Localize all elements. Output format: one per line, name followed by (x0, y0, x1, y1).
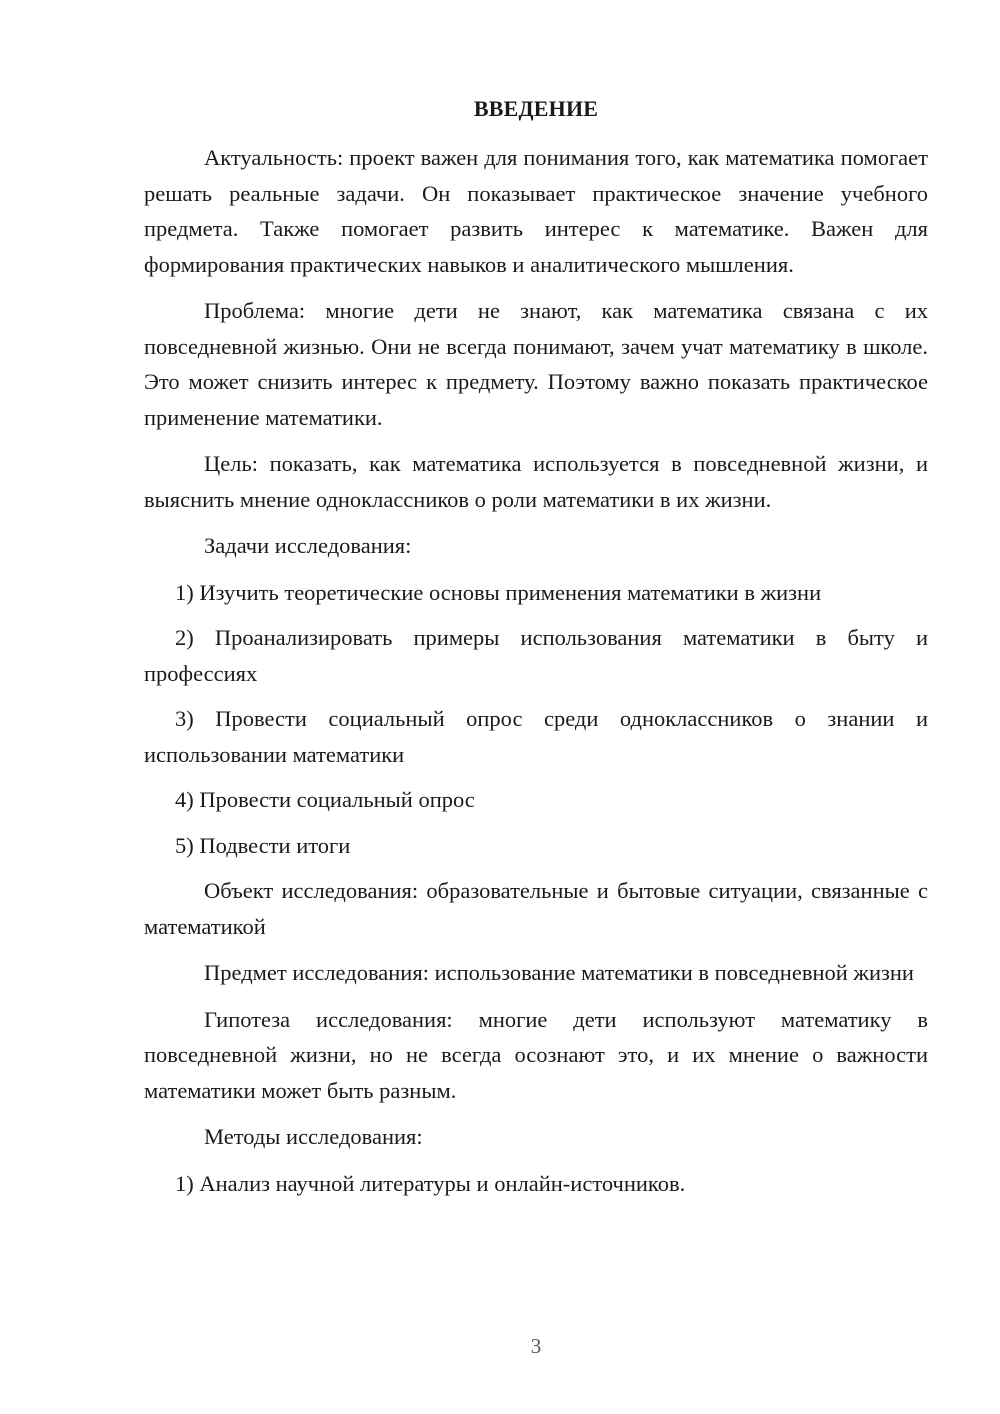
methods-heading: Методы исследования: (204, 1124, 423, 1149)
task-item: 1) Изучить теоретические основы применения математики в жизни (175, 579, 822, 605)
paragraph-problem: Проблема: многие дети не знают, как математика связана с их повседневной жизнью. Они не всегда понимают, зачем учат математику в школе. Это может снизить интерес к предмету. Поэтому важно показать практическое применение математики. (144, 298, 928, 430)
page-number: 3 (530, 1334, 542, 1358)
task-item: 3) Провести социальный опрос среди одноклассников о знании и использовании математики (144, 706, 928, 767)
paragraph-object: Объект исследования: образовательные и бытовые ситуации, связанные с математикой (144, 878, 928, 939)
page-title: ВВЕДЕНИЕ (473, 96, 599, 121)
paragraph-subject: Предмет исследования: использование математики в повседневной жизни (204, 960, 914, 985)
task-item: 4) Провести социальный опрос (175, 787, 475, 812)
tasks-heading: Задачи исследования: (204, 533, 412, 558)
paragraph-hypothesis: Гипотеза исследования: многие дети используют математику в повседневной жизни, но не всегда осознают это, и их мнение о важности математики может быть разным. (144, 1006, 928, 1103)
task-item: 5) Подвести итоги (175, 832, 351, 858)
paragraph-goal: Цель: показать, как математика используется в повседневной жизни, и выяснить мнение одноклассников о роли математики в их жизни. (144, 451, 928, 512)
paragraph-relevance: Актуальность: проект важен для понимания того, как математика помогает решать реальные задачи. Он показывает практическое значение учебного предмета. Также помогает развить интерес к математике. Важен для формирования практических навыков и аналитического мышления. (144, 145, 928, 277)
document-body (144, 140, 928, 1211)
task-item: 2) Проанализировать примеры использования математики в быту и профессиях (144, 625, 928, 686)
method-item: 1) Анализ научной литературы и онлайн-источников. (175, 1170, 686, 1196)
